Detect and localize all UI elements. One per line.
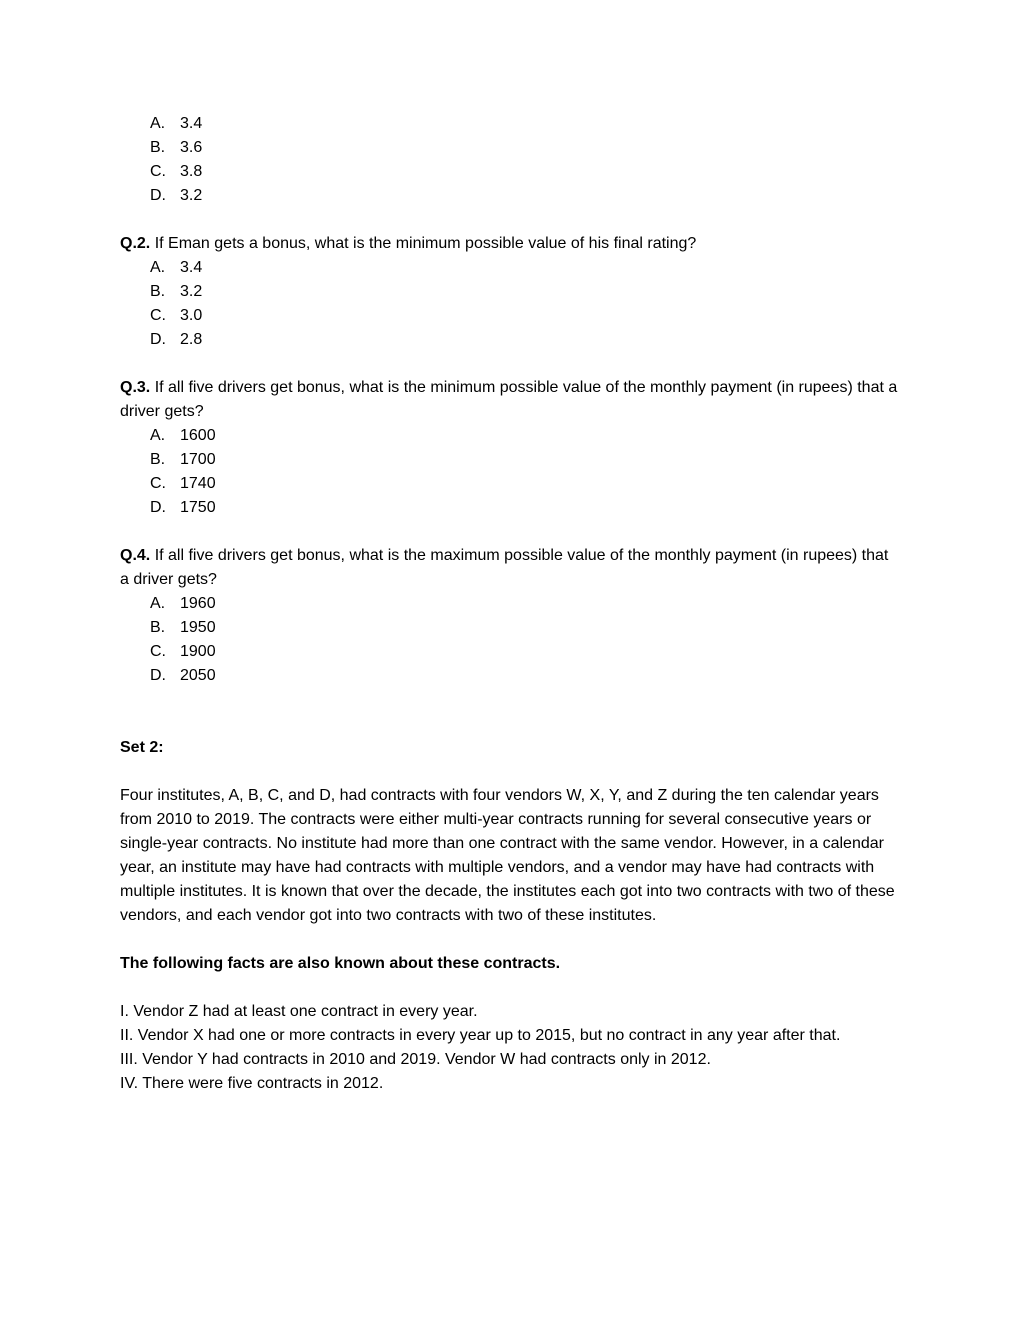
option-row (150, 616, 900, 640)
option-row (150, 472, 900, 496)
question-text: If all five drivers get bonus, what is the maximum possible value of the monthly payment (in rupees) that a driver gets? (120, 547, 889, 588)
option-value: 1960 (180, 595, 216, 612)
option-letter: C. (150, 643, 166, 660)
question-text: If all five drivers get bonus, what is the minimum possible value of the monthly payment (in rupees) that a driver gets? (120, 379, 898, 420)
option-letter: D. (150, 667, 166, 684)
option-value: 3.0 (180, 307, 203, 324)
option-row (150, 424, 900, 448)
question-2 (120, 232, 900, 352)
fact-item: III. Vendor Y had contracts in 2010 and 2019. Vendor W had contracts only in 2012. (120, 1051, 711, 1068)
option-value: 2.8 (180, 331, 203, 348)
option-value: 3.8 (180, 163, 203, 180)
option-letter: D. (150, 187, 166, 204)
question-number: Q.3. (120, 379, 151, 396)
fact-item: I. Vendor Z had at least one contract in every year. (120, 1003, 478, 1020)
question-2-text-line (120, 232, 900, 256)
option-row (150, 664, 900, 688)
question-4 (120, 544, 900, 688)
option-letter: A. (150, 115, 166, 132)
option-row (150, 112, 900, 136)
option-row (150, 136, 900, 160)
option-value: 3.2 (180, 283, 203, 300)
fact-item: II. Vendor X had one or more contracts in every year up to 2015, but no contract in any year after that. (120, 1027, 841, 1044)
option-value: 2050 (180, 667, 216, 684)
option-value: 1950 (180, 619, 216, 636)
facts-heading: The following facts are also known about these contracts. (120, 955, 561, 972)
option-letter: B. (150, 283, 166, 300)
option-value: 1600 (180, 427, 216, 444)
option-row (150, 256, 900, 280)
option-value: 1700 (180, 451, 216, 468)
option-letter: D. (150, 499, 166, 516)
set-2-description: Four institutes, A, B, C, and D, had contracts with four vendors W, X, Y, and Z during the ten calendar years from 2010 to 2019. The contracts were either multi-year contracts running for several consecutive years or single-year contracts. No institute had more than one contract with the same vendor. However, in a calendar year, an institute may have had contracts with multiple vendors, and a vendor may have had contracts with multiple institutes. It is known that over the decade, the institutes each got into two contracts with two of these vendors, and each vendor got into two contracts with two of these institutes. (120, 787, 895, 924)
option-value: 1750 (180, 499, 216, 516)
fact-item: IV. There were five contracts in 2012. (120, 1075, 384, 1092)
option-value: 3.4 (180, 259, 203, 276)
option-row (150, 160, 900, 184)
option-letter: C. (150, 307, 166, 324)
question-number: Q.4. (120, 547, 151, 564)
option-value: 3.2 (180, 187, 203, 204)
option-letter: B. (150, 139, 166, 156)
option-value: 1900 (180, 643, 216, 660)
question-4-options (120, 592, 900, 688)
option-value: 1740 (180, 475, 216, 492)
option-letter: C. (150, 163, 166, 180)
facts-list (120, 1000, 900, 1096)
option-row (150, 328, 900, 352)
question-3-options (120, 424, 900, 520)
question-number: Q.2. (120, 235, 151, 252)
question-2-options (120, 256, 900, 352)
question-text: If Eman gets a bonus, what is the minimum possible value of his final rating? (154, 235, 697, 252)
option-letter: A. (150, 427, 166, 444)
option-row (150, 304, 900, 328)
option-value: 3.6 (180, 139, 203, 156)
option-letter: A. (150, 595, 166, 612)
option-row (150, 496, 900, 520)
option-letter: A. (150, 259, 166, 276)
question-1-options (120, 112, 900, 208)
set-2-heading: Set 2: (120, 739, 164, 756)
option-value: 3.4 (180, 115, 203, 132)
question-3-text-line (120, 376, 900, 424)
question-3 (120, 376, 900, 520)
option-row (150, 640, 900, 664)
option-row (150, 448, 900, 472)
option-letter: B. (150, 619, 166, 636)
option-row (150, 280, 900, 304)
option-row (150, 184, 900, 208)
option-row (150, 592, 900, 616)
question-4-text-line (120, 544, 900, 592)
option-letter: D. (150, 331, 166, 348)
option-letter: B. (150, 451, 166, 468)
option-letter: C. (150, 475, 166, 492)
